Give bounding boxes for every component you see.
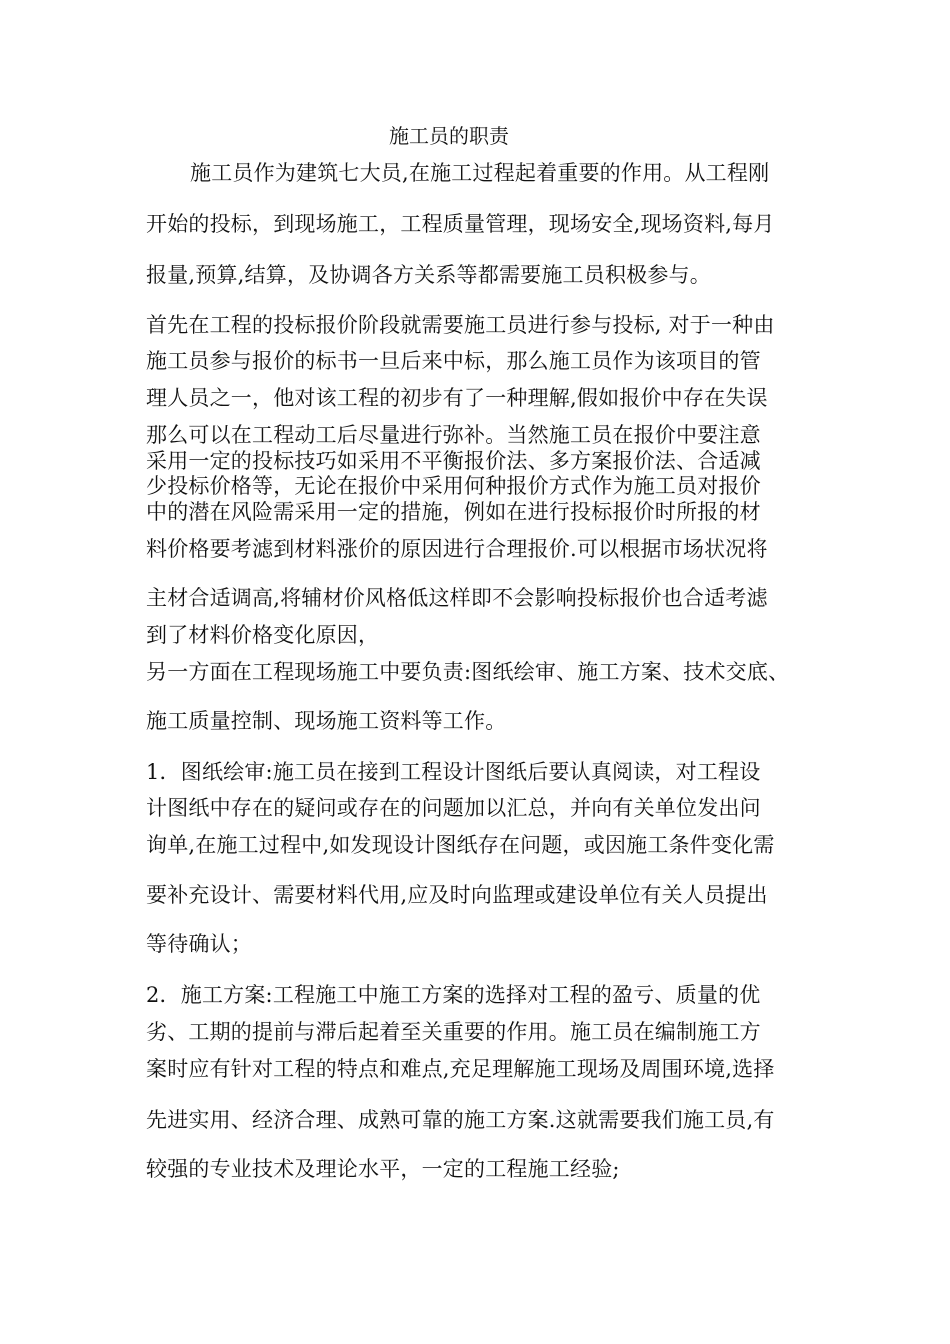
text-line-8: 采用一定的投标技巧如采用不平衡报价法、多方案报价法、合适减: [146, 449, 761, 473]
text-line-15: 施工质量控制、现场施工资料等工作。: [146, 709, 507, 733]
text-line-12: 主材合适调高,将辅材价风格低这样即不会影响投标报价也合适考滤: [146, 586, 768, 610]
text-line-19: 要补充设计、需要材料代用,应及时向监理或建设单位有关人员提出: [146, 883, 768, 907]
text-line-16: 1．图纸绘审:施工员在接到工程设计图纸后要认真阅读，对工程设: [146, 760, 761, 784]
text-line-6: 理人员之一，他对该工程的初步有了一种理解,假如报价中存在失误: [146, 386, 768, 410]
text-line-14: 另一方面在工程现场施工中要负责:图纸绘审、施工方案、技术交底、: [146, 660, 790, 684]
text-line-9: 少投标价格等，无论在报价中采用何种报价方式作为施工员对报价: [146, 474, 761, 498]
text-line-13: 到了材料价格变化原因，: [146, 623, 380, 647]
document-title: 施工员的职责: [389, 124, 509, 148]
text-line-3: 报量,预算,结算，及协调各方关系等都需要施工员积极参与。: [146, 263, 711, 287]
text-line-20: 等待确认；: [146, 932, 252, 956]
text-line-1: 施工员作为建筑七大员,在施工过程起着重要的作用。从工程刚: [190, 161, 770, 185]
text-line-5: 施工员参与报价的标书一旦后来中标，那么施工员作为该项目的管: [146, 349, 761, 373]
text-line-17: 计图纸中存在的疑问或存在的问题加以汇总，并向有关单位发出问: [146, 796, 761, 820]
text-line-18: 询单,在施工过程中,如发现设计图纸存在问题，或因施工条件变化需: [146, 833, 775, 857]
text-line-11: 料价格要考滤到材料涨价的原因进行合理报价.可以根据市场状况将: [146, 537, 768, 561]
text-line-7: 那么可以在工程动工后尽量进行弥补。当然施工员在报价中要注意: [146, 423, 761, 447]
text-line-22: 劣、工期的提前与滞后起着至关重要的作用。施工员在编制施工方: [146, 1020, 761, 1044]
text-line-24: 先进实用、经济合理、成熟可靠的施工方案.这就需要我们施工员,有: [146, 1108, 775, 1132]
text-line-23: 案时应有针对工程的特点和难点,充足理解施工现场及周围环境,选择: [146, 1057, 775, 1081]
text-line-4: 首先在工程的投标报价阶段就需要施工员进行参与投标, 对于一种由: [146, 313, 775, 337]
text-line-21: 2．施工方案:工程施工中施工方案的选择对工程的盈亏、质量的优: [146, 983, 761, 1007]
text-line-10: 中的潜在风险需采用一定的措施，例如在进行投标报价时所报的材: [146, 500, 761, 524]
text-line-2: 开始的投标，到现场施工，工程质量管理，现场安全,现场资料,每月: [146, 212, 775, 236]
text-line-25: 较强的专业技术及理论水平，一定的工程施工经验;: [146, 1157, 620, 1181]
